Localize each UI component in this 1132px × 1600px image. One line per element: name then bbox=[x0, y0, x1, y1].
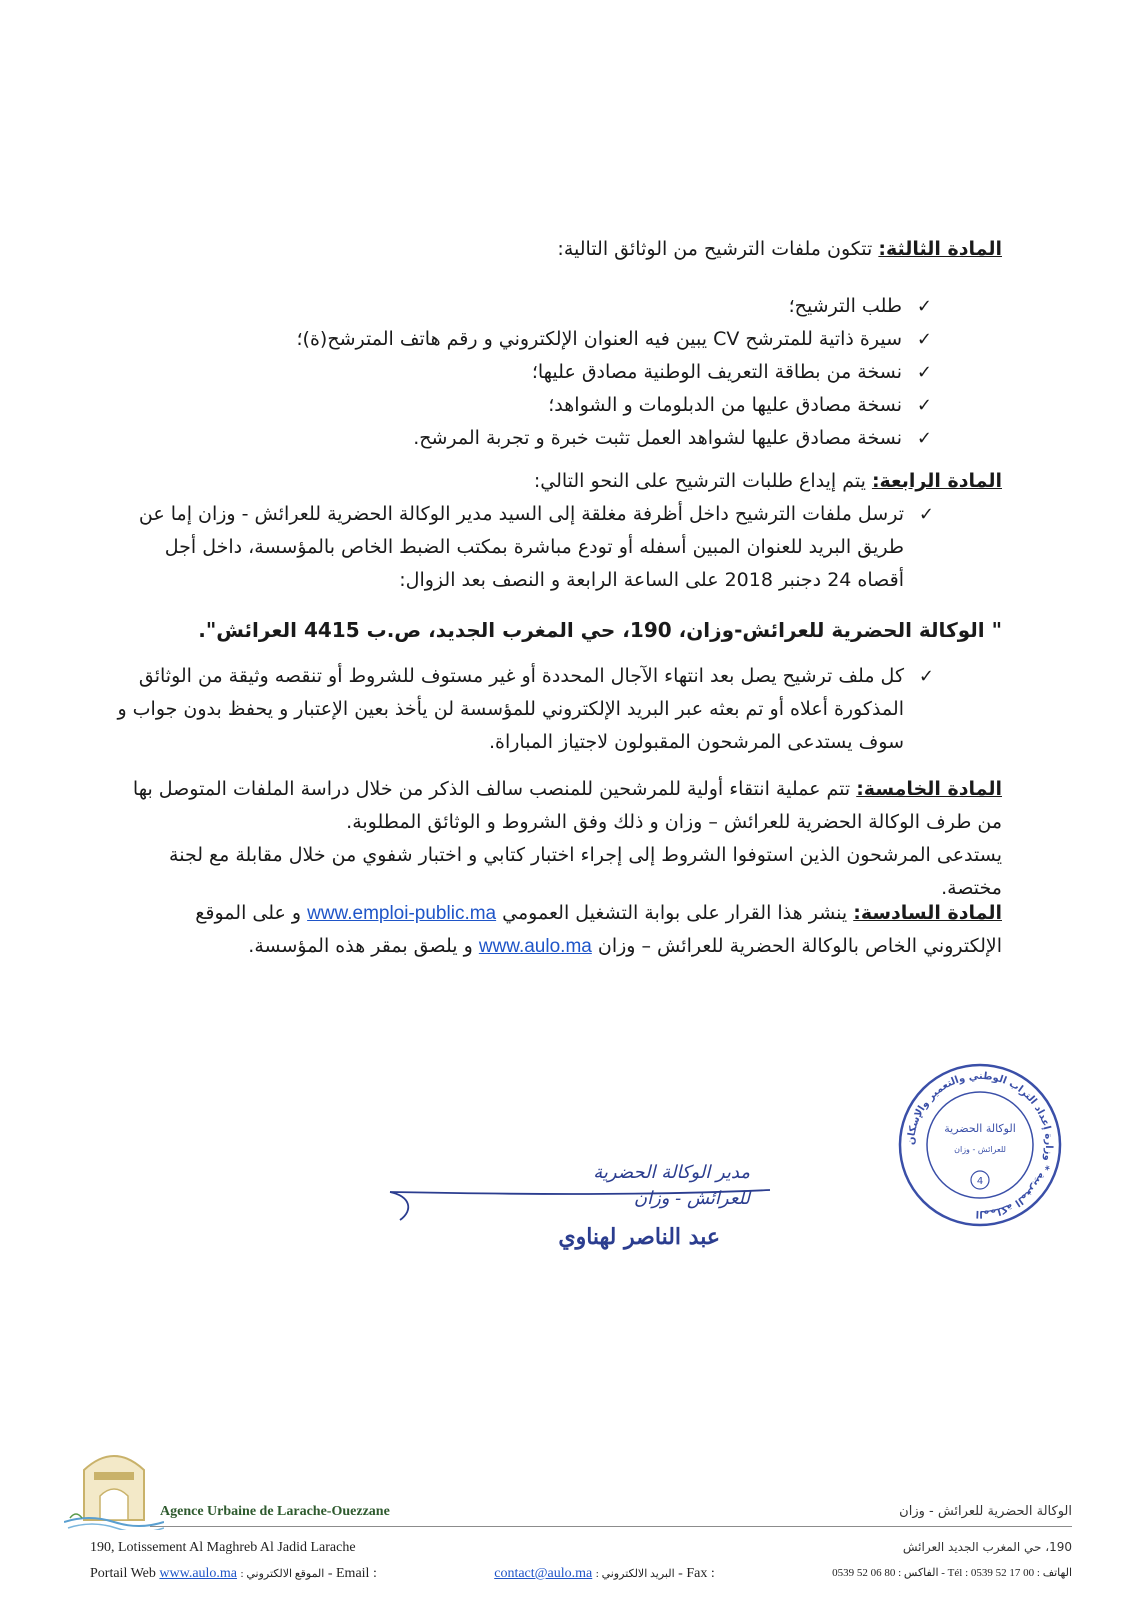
stamp-ring-text: المملكة المغربية * وزارة إعداد التراب الوطني والتعمير والإسكان bbox=[905, 1070, 1055, 1220]
portal-block: Portail Web www.aulo.ma : الموقع الالكتروني - Email : bbox=[90, 1566, 377, 1581]
article5-heading: المادة الخامسة: bbox=[856, 778, 1002, 800]
submission-address: " الوكالة الحضرية للعرائش-وزان، 190، حي المغرب الجديد، ص.ب 4415 العرائش". bbox=[198, 618, 1002, 642]
stamp-sub-text: للعرائش - وزان bbox=[954, 1145, 1006, 1154]
portal-link[interactable]: www.aulo.ma bbox=[159, 1566, 238, 1581]
list-item: ✓ نسخة مصادق عليها من الدبلومات و الشواهد؛ bbox=[132, 389, 932, 422]
list-item: ✓ ترسل ملفات الترشيح داخل أظرفة مغلقة إلى السيد مدير الوكالة الحضرية للعرائش - وزان إما عن طريق البريد للعنوان المبين أسفله أو تودع مباشرة بمكتب الضبط الخاص بالمؤسسة، داخل أجل أقصاه 24 دجنبر 2018 على الساعة الرابعة و النصف بعد الزوال: bbox=[114, 498, 904, 597]
emploi-public-link[interactable]: www.emploi-public.ma bbox=[307, 903, 497, 924]
signature-name: عبد الناصر لهناوي bbox=[558, 1224, 720, 1250]
letterhead-footer bbox=[0, 1440, 1132, 1600]
phone-fax-block: 0539 52 06 80 : الفاكس - Tél : 0539 52 17 00 : الهاتف bbox=[832, 1567, 1072, 1579]
check-icon: ✓ bbox=[918, 504, 934, 525]
list-item: ✓ كل ملف ترشيح يصل بعد انتهاء الآجال المحددة أو غير مستوف للشروط أو تنقصه وثيقة من الوثائق المذكورة أعلاه أو تم بعثه عبر البريد الإلكتروني للمؤسسة لن يأخذ بعين الإعتبار و يحفظ بدون جواب و سوف يستدعى المرشحون المقبولون لاجتياز المباراة. bbox=[114, 660, 904, 759]
stamp-number: 4 bbox=[976, 1176, 984, 1187]
article5-paragraph-2 bbox=[122, 839, 1002, 905]
article6-paragraph bbox=[122, 897, 1002, 963]
check-icon: ✓ bbox=[916, 362, 932, 383]
signature-title: مدير الوكالة الحضرية للعرائش - وزان bbox=[593, 1162, 750, 1209]
article5-paragraph bbox=[122, 773, 1002, 839]
article3-heading: المادة الثالثة: bbox=[878, 238, 1002, 260]
article3-document-list bbox=[132, 290, 932, 455]
article6-heading: المادة السادسة: bbox=[853, 902, 1002, 924]
article3-intro-text: تتكون ملفات الترشيح من الوثائق التالية: bbox=[557, 238, 873, 260]
agency-logo bbox=[64, 1440, 164, 1530]
check-icon: ✓ bbox=[916, 428, 932, 449]
article5-text-1: تتم عملية انتقاء أولية للمرشحين للمنصب سالف الذكر من خلال دراسة الملفات المتوصل بها من طرف الوكالة الحضرية للعرائش – وزان و ذلك وفق الشروط و الوثائق المطلوبة. bbox=[132, 778, 1002, 833]
list-item: ✓ سيرة ذاتية للمترشح CV يبين فيه العنوان الإلكتروني و رقم هاتف المترشح(ة)؛ bbox=[132, 323, 932, 356]
article4-list-1 bbox=[114, 498, 934, 597]
article4-intro bbox=[122, 465, 1002, 498]
check-icon: ✓ bbox=[916, 395, 932, 416]
signature-stroke bbox=[380, 1170, 780, 1230]
list-item: ✓ نسخة مصادق عليها لشواهد العمل تثبت خبرة و تجربة المرشح. bbox=[132, 422, 932, 455]
aulo-link[interactable]: www.aulo.ma bbox=[478, 936, 592, 957]
agency-name-fr: Agence Urbaine de Larache-Ouezzane bbox=[160, 1504, 390, 1519]
official-stamp bbox=[895, 1060, 1065, 1230]
address-ar: 190، حي المغرب الجديد العرائش bbox=[902, 1540, 1072, 1554]
check-icon: ✓ bbox=[916, 296, 932, 317]
contact-line bbox=[90, 1566, 1072, 1582]
article6-text-c: و يلصق بمقر هذه المؤسسة. bbox=[248, 935, 473, 957]
footer-divider bbox=[150, 1526, 1072, 1527]
check-icon: ✓ bbox=[918, 666, 934, 687]
article5-text-2: يستدعى المرشحون الذين استوفوا الشروط إلى إجراء اختبار كتابي و اختبار شفوي من خلال مقابلة مع لجنة مختصة. bbox=[169, 844, 1002, 899]
check-icon: ✓ bbox=[916, 329, 932, 350]
stamp-center-text: الوكالة الحضرية bbox=[944, 1122, 1016, 1135]
email-link[interactable]: contact@aulo.ma bbox=[494, 1566, 593, 1581]
email-block: contact@aulo.ma : البريد الالكتروني - Fax : bbox=[494, 1566, 715, 1581]
tel-number: 0539 52 17 00 bbox=[970, 1567, 1035, 1579]
list-item: ✓ نسخة من بطاقة التعريف الوطنية مصادق عليها؛ bbox=[132, 356, 932, 389]
article4-intro-text: يتم إيداع طلبات الترشيح على النحو التالي: bbox=[533, 470, 866, 492]
article3-intro bbox=[122, 233, 1002, 266]
list-item: ✓ طلب الترشيح؛ bbox=[132, 290, 932, 323]
address-fr: 190, Lotissement Al Maghreb Al Jadid Larache bbox=[90, 1540, 356, 1555]
fax-number: 0539 52 06 80 bbox=[832, 1567, 896, 1579]
article6-text-a: ينشر هذا القرار على بوابة التشغيل العمومي bbox=[502, 902, 848, 924]
director-signature bbox=[380, 1160, 780, 1270]
article4-heading: المادة الرابعة: bbox=[871, 470, 1002, 492]
article6-text-b: و على الموقع الإلكتروني الخاص بالوكالة الحضرية للعرائش – وزان bbox=[195, 902, 1002, 957]
article4-list-2 bbox=[114, 660, 934, 759]
agency-name-ar: الوكالة الحضرية للعرائش - وزان bbox=[899, 1504, 1072, 1519]
